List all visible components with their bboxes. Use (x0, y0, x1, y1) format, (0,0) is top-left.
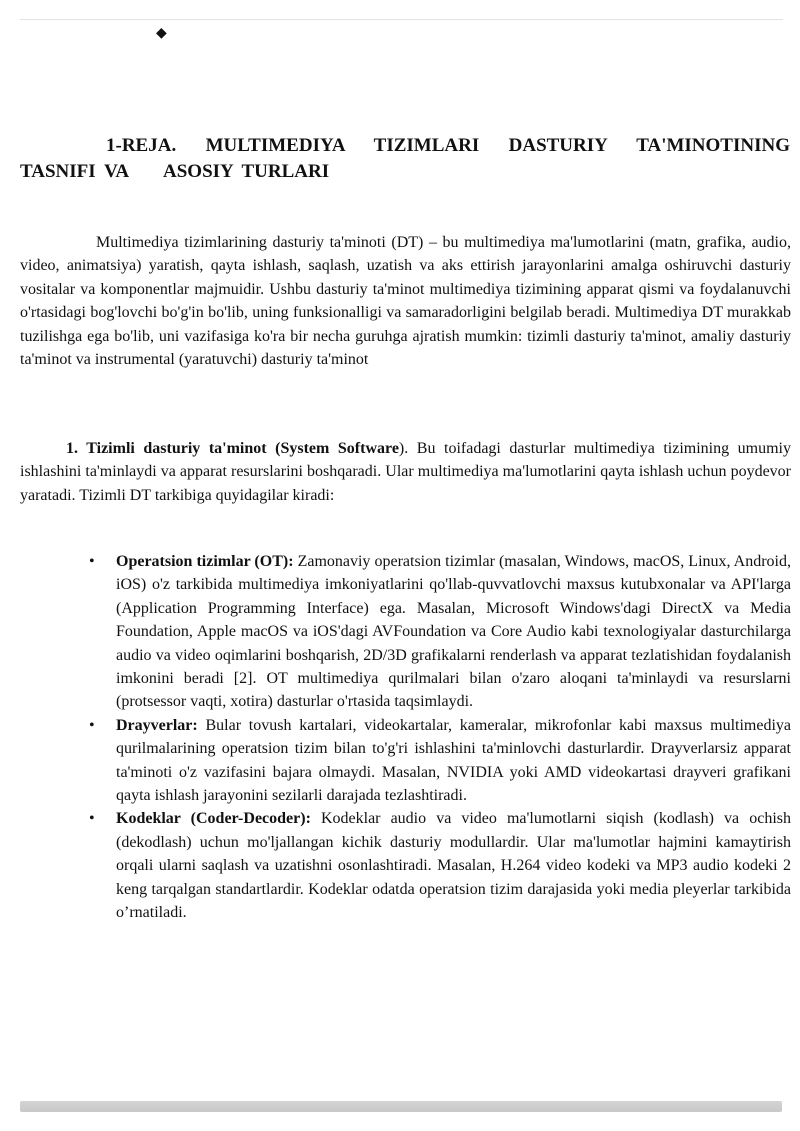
page-bottom-scrollbar[interactable] (20, 1101, 782, 1112)
bullet-icon: • (89, 810, 95, 828)
list-item-term: Drayverlar: (116, 716, 198, 734)
section-heading: 1-REJA. MULTIMEDIYA TIZIMLARI DASTURIY TA'MINOTINING TASNIFI VA ASOSIY TURLARI (20, 135, 790, 182)
list-item-codecs (89, 807, 791, 924)
list-item-drivers (89, 714, 791, 808)
section1-lead: 1. Tizimli dasturiy ta'minot (System Software (66, 440, 399, 457)
page-top-divider (20, 19, 783, 20)
list-item-text: Bular tovush kartalari, videokartalar, kameralar, mikrofonlar kabi maxsus multimediya qurilmalarining operatsion tizim bilan to'g'ri ishlashini ta'minlovchi dasturlardir. Drayverlarsiz apparat ta'minoti o'z vazifasini bajara olmaydi. Masalan, NVIDIA yoki AMD videokartasi drayveri grafikani qayta ishlash jarayonini sezilarli darajada tezlashtiradi. (116, 716, 791, 805)
stray-bullet-mark: ◆ (156, 26, 167, 41)
bullet-icon: • (89, 716, 95, 734)
list-item-os (89, 550, 792, 714)
list-item-term: Kodeklar (Coder-Decoder): (116, 810, 311, 828)
section1-paragraph (20, 437, 791, 507)
bullet-icon: • (89, 553, 95, 570)
intro-paragraph: Multimediya tizimlarining dasturiy ta'minoti (DT) – bu multimediya ma'lumotlarini (matn, grafika, audio, video, animatsiya) yaratish, qayta ishlash, saqlash, uzatish va aks ettirish jarayonlarini amalga oshiruvchi dasturiy vositalar va komponentlar majmuidir. Ushbu dasturiy ta'minot multimediya tizimining apparat qismi va foydalanuvchi o'rtasidagi bog'lovchi bo'g'in bo'lib, uning funksionalligi va samaradorligini belgilab beradi. Multimediya DT murakkab tuzilishga ega bo'lib, uni vazifasiga ko'ra bir necha guruhga ajratish mumkin: tizimli dasturiy ta'minot, amaliy dasturiy ta'minot va instrumental (yaratuvchi) dasturiy ta'minot (20, 234, 791, 369)
system-software-list (89, 550, 792, 925)
list-item-term: Operatsion tizimlar (OT): (116, 553, 294, 570)
list-item-text: Zamonaviy operatsion tizimlar (masalan, Windows, macOS, Linux, Android, iOS) o'z tarkibida multimediya imkoniyatlarini qo'llab-quvvatlovchi maxsus kutubxonalar va API'larga (Application Programming Interface) ega. Masalan, Microsoft Windows'dagi DirectX va Media Foundation, Apple macOS va iOS'dagi AVFoundation va Core Audio kabi texnologiyalar dasturchilarga audio va video oqimlarini boshqarish, 2D/3D grafikalarni renderlash va apparat tezlatishidan foydalanish imkonini beradi [2]. OT multimediya qurilmalari bilan o'zaro aloqani ta'minlaydi va resurslarni (protsessor vaqti, xotira) dasturlar o'rtasida taqsimlaydi. (116, 553, 792, 711)
section1-text: ). Bu toifadagi dasturlar multimediya tizimining umumiy ishlashini ta'minlaydi va apparat resurslarini boshqaradi. Ular multimediya ma'lumotlarini qayta ishlash uchun poydevor yaratadi. Tizimli DT tarkibiga quyidagilar kiradi: (20, 440, 791, 504)
list-item-text: Kodeklar audio va video ma'lumotlarni siqish (kodlash) va ochish (dekodlash) uchun mo'ljallangan kichik dasturiy modullardir. Ular ma'lumotlar hajmini kamaytirish orqali ularni saqlash va uzatishni osonlashtiradi. Masalan, H.264 video kodeki va MP3 audio kodeki 2 keng tarqalgan standartlardir. Kodeklar odatda operatsion tizim darajasida yoki media pleyerlar tarkibida o’rnatiladi. (116, 810, 791, 922)
